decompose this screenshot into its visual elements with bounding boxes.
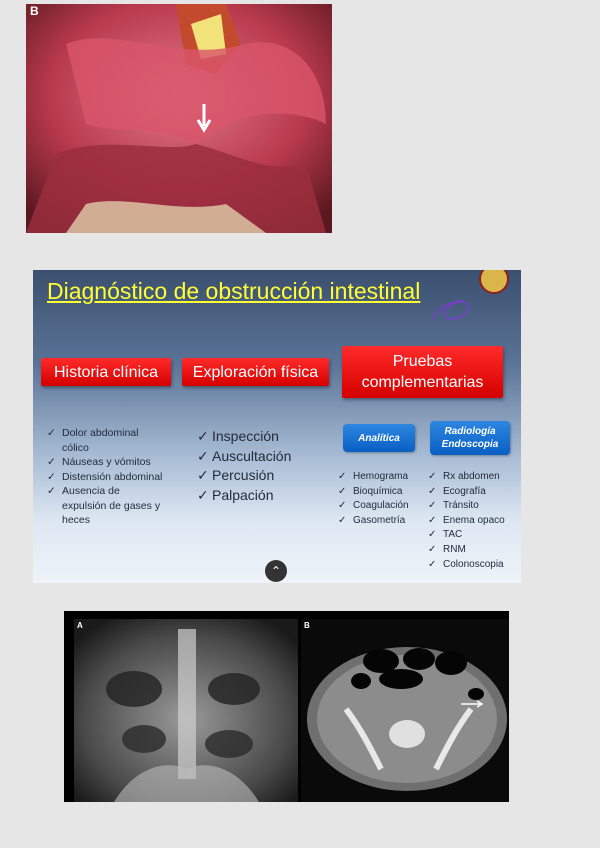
- list-item: ✓ Tránsito: [428, 499, 518, 514]
- intestine-illustration: [26, 4, 332, 233]
- list-item: ✓ Náuseas y vómitos: [47, 455, 167, 470]
- list-item: ✓ Ecografía: [428, 485, 518, 500]
- image-label-b: B: [304, 621, 310, 630]
- list-item: ✓ RNM: [428, 543, 518, 558]
- analitica-list: [338, 470, 428, 528]
- exploracion-fisica-header: Exploración física: [182, 358, 329, 386]
- surgical-photo: [26, 4, 332, 233]
- xray-illustration: [74, 619, 298, 802]
- historia-list: [47, 426, 167, 528]
- analitica-badge: Analítica: [343, 424, 415, 452]
- list-item: ✓ Colonoscopia: [428, 558, 518, 573]
- radiologia-list: [428, 470, 518, 572]
- list-item: ✓ TAC: [428, 528, 518, 543]
- ct-illustration: [301, 619, 509, 802]
- double-chevron-up-icon: ⌃: [270, 564, 282, 578]
- university-seal-icon: [479, 270, 509, 294]
- historia-clinica-header: Historia clínica: [41, 358, 171, 386]
- signature-scribble-icon: [429, 294, 475, 326]
- list-item: ✓ Bioquímica: [338, 485, 428, 500]
- abdominal-xray: [74, 619, 298, 802]
- list-item: ✓ Coagulación: [338, 499, 428, 514]
- pruebas-complementarias-header: Pruebas complementarias: [342, 346, 503, 398]
- slide-title: Diagnóstico de obstrucción intestinal: [47, 278, 421, 304]
- list-item: ✓ Inspección: [197, 427, 327, 447]
- scroll-to-top-button[interactable]: [265, 560, 287, 582]
- list-item: ✓ Distensión abdominal: [47, 470, 167, 485]
- exploracion-list: [197, 427, 327, 505]
- list-item: ✓ Enema opaco: [428, 514, 518, 529]
- list-item: ✓ Ausencia de expulsión de gases y heces: [47, 484, 167, 528]
- photo-label: B: [30, 4, 39, 18]
- list-item: ✓ Hemograma: [338, 470, 428, 485]
- list-item: ✓ Dolor abdominal cólico: [47, 426, 167, 455]
- list-item: ✓ Gasometría: [338, 514, 428, 529]
- list-item: ✓ Palpación: [197, 486, 327, 506]
- list-item: ✓ Rx abdomen: [428, 470, 518, 485]
- list-item: ✓ Auscultación: [197, 447, 327, 467]
- abdominal-ct: [301, 619, 509, 802]
- diagnosis-slide: [33, 270, 521, 583]
- radiologia-badge: Radiología Endoscopia: [430, 421, 510, 455]
- radiology-images: [64, 611, 509, 802]
- image-label-a: A: [77, 621, 83, 630]
- list-item: ✓ Percusión: [197, 466, 327, 486]
